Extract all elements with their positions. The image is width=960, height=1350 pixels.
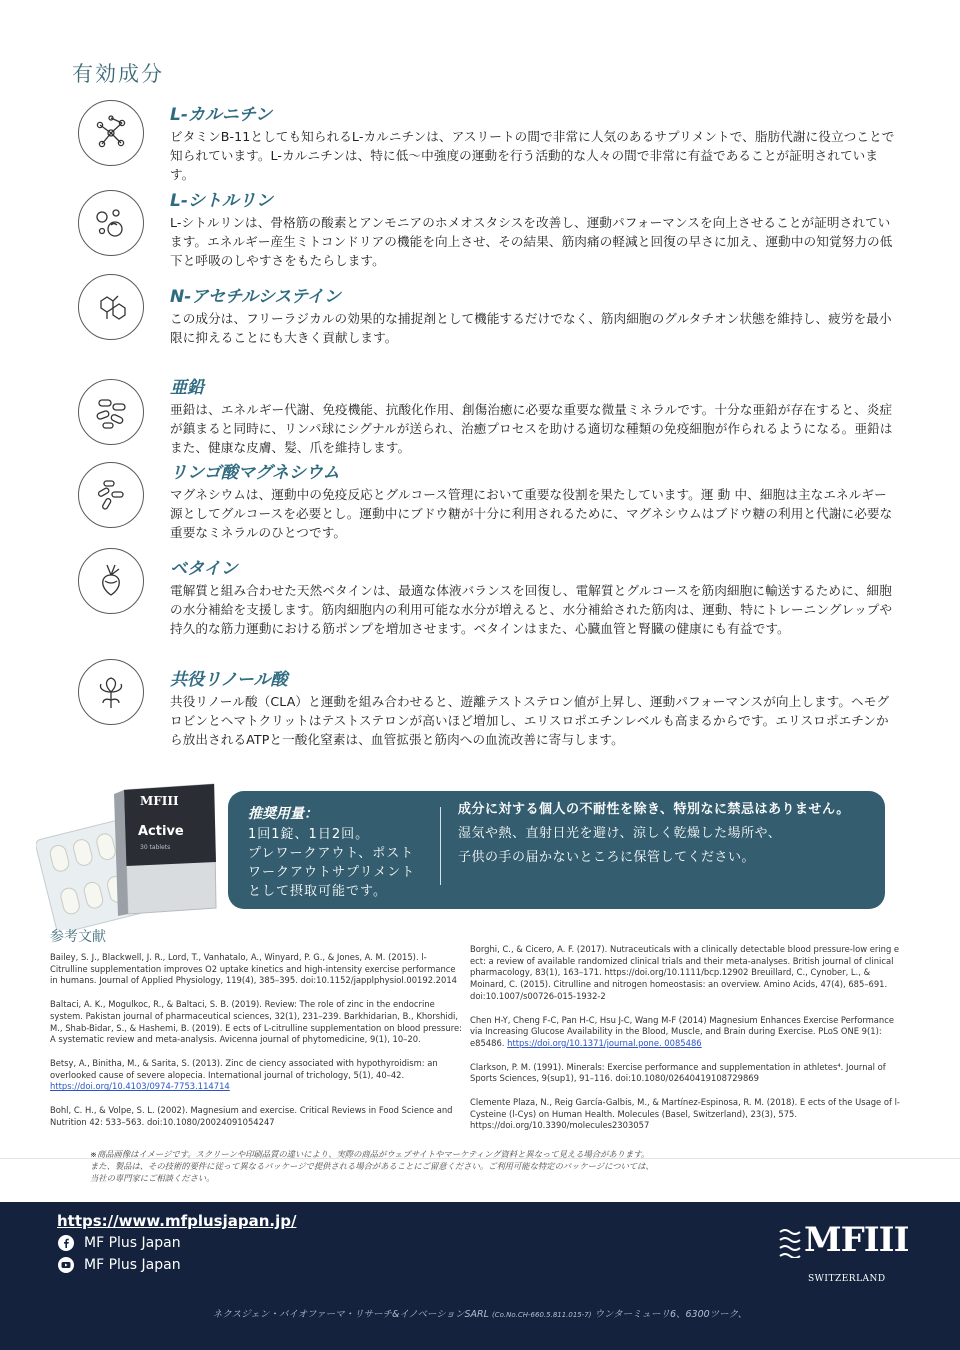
ingredient-name: 共役リノール酸 <box>170 670 288 690</box>
ingredient-description: 電解質と組み合わせた天然ベタインは、最適な体液バランスを回復し、電解質とグルコースを筋肉細胞に輸送するために、細胞の水分補給を支援します。筋肉細胞内の利用可能な水分が増えると、水分補給された筋肉は、運動、特にトレーニングレップや持久的な筋力運動における筋ポンプを増加させます。ベタインはまた、心臓血管と腎臓の健康にも有益です。 <box>170 583 893 636</box>
ingredient-item <box>78 186 898 282</box>
ingredient-item <box>78 100 898 186</box>
ingredient-item <box>78 554 898 665</box>
notice-line: 当社の専門家にご相談ください。 <box>90 1173 215 1183</box>
product-brand: MFIII <box>140 794 179 808</box>
dosage-line: プレワークアウト、ポスト <box>248 846 415 861</box>
section-title: 有効成分 <box>72 62 164 86</box>
capsules-icon <box>78 379 144 445</box>
reference-item: Betsy, A., Binitha, M., & Sarita, S. (2013). Zinc de ciency associated with hypothyroidism: an overlooked cause of severe alopecia. International journal of trichology, 5(1), 40–42. https://doi.org/10.4103/0974-7753.114714 <box>50 1057 438 1092</box>
facebook-icon <box>58 1235 74 1251</box>
image-notice <box>90 1148 870 1184</box>
dosage-divider <box>440 807 441 885</box>
reference-item: Clemente Plaza, N., Reig García-Galbis, M., & Martínez-Espinosa, R. M. (2018). E ects of the Usage of l-Cysteine (l-Cys) on Human Health. Molecules (Basel, Switzerland), 23(3), 575. https://doi.org/10.3390/molecules2303057 <box>470 1097 900 1131</box>
ingredient-description: ビタミンB-11としても知られるL-カルニチンは、アスリートの間で非常に人気のあるサプリメントで、脂肪代謝に役立つことで知られています。L-カルニチンは、特に低～中強度の運動を行う活動的な人々の間で非常に有益であることが証明されています。 <box>170 129 895 182</box>
facebook-link[interactable] <box>58 1235 181 1251</box>
reference-item: Bohl, C. H., & Volpe, S. L. (2002). Magnesium and exercise. Critical Reviews in Food Science and Nutrition 42: 533–563. doi:10.1080/20024091054247 <box>50 1105 453 1127</box>
reference-item: Baltaci, A. K., Mogulkoc, R., & Baltaci, S. B. (2019). Review: The role of zinc in the endocrine system. Pakistan journal of pharmaceutical sciences, 32(1), 231–239. Barkhidarian, B., Khorshidi, M., Shab-Bidar, S., & Hashemi, B. (2019). E ects of L-citrulline supplementation on blood pressure: A systematic review and meta-analysis. Avicenna journal of phytomedicine, 9(1), 10–20. <box>50 999 462 1045</box>
reference-item: Clarkson, P. M. (1991). Minerals: Exercise performance and supplementation in athletes⁴. Journal of Sports Sciences, 9(sup1), 91–116. doi:10.1080/02640419108729869 <box>470 1061 886 1084</box>
dosage-line: ワークアウトサプリメント <box>248 865 416 880</box>
youtube-link[interactable] <box>58 1257 181 1273</box>
reference-link[interactable]: https://doi.org/10.4103/0974-7753.114714 <box>50 1081 230 1092</box>
brand-logo <box>778 1220 918 1290</box>
company-name: ネクスジェン・バイオファーマ・リサーチ&イノベーションSARL <box>212 1309 489 1320</box>
ingredient-item <box>78 665 898 755</box>
company-number: (Co.No.CH-660.5.811.015-7) <box>492 1311 592 1319</box>
dosage-block <box>248 803 438 901</box>
ingredient-item <box>78 282 898 373</box>
references-right-column <box>470 944 902 1144</box>
ingredient-name: リンゴ酸マグネシウム <box>170 463 340 483</box>
beet-icon <box>78 548 144 614</box>
ingredient-item <box>78 458 898 554</box>
molecule-network-icon <box>78 100 144 166</box>
product-image <box>36 780 236 930</box>
waves-icon <box>778 1226 802 1258</box>
references-left-column <box>50 952 462 1140</box>
notice-line: ※商品画像はイメージです。スクリーンや印刷品質の違いにより、実際の商品がウェブサイトやマーケティング資料と異なって見える場合があります。 <box>90 1149 650 1159</box>
product-subline: 30 tablets <box>140 844 171 851</box>
brand-logo-text: MFIII <box>804 1220 909 1260</box>
youtube-icon <box>58 1257 74 1273</box>
ingredient-description: マグネシウムは、運動中の免疫反応とグルコース管理において重要な役割を果たしています。運 動 中、細胞は主なエネルギー源としてグルコースを必要とし。運動中にブドウ糖が十分に利用されるために、マグネシウムはブドウ糖の利用と代謝に必要な重要なミネラルのひとつです。 <box>170 487 893 540</box>
ingredient-description: L-シトルリンは、骨格筋の酸素とアンモニアのホメオスタシスを改善し、運動パフォーマンスを向上させることが証明されています。エネルギー産生ミトコンドリアの機能を向上させ、その結果、筋肉痛の軽減と回復の早さに加え、運動中の知覚努力の低下と呼吸のしやすさをもたらします。 <box>170 215 893 268</box>
reference-item: Bailey, S. J., Blackwell, J. R., Lord, T., Vanhatalo, A., Winyard, P. G., & Jones, A. M. (2015). l-Citrulline supplementation improves O2 uptake kinetics and high-intensity exercise performance in humans. Journal of Applied Physiology, 119(4), 385–395. doi:10.1152/japplphysiol.00192.2014 <box>50 952 458 986</box>
ingredient-name: 亜鉛 <box>170 378 204 398</box>
ingredient-name: N-アセチルシステイン <box>170 287 341 307</box>
dosage-text <box>248 825 438 901</box>
ingredient-name: L-カルニチン <box>170 105 273 125</box>
ingredient-description: 亜鉛は、エネルギー代謝、免疫機能、抗酸化作用、創傷治癒に必要な重要な微量ミネラルです。十分な亜鉛が存在すると、炎症が鎮まると同時に、リンパ球にシグナルが送られ、治癒プロセスを助ける適切な種類の免疫細胞が作られるようになる。亜鉛はまた、健康な皮膚、髪、爪を維持します。 <box>170 402 893 455</box>
facebook-label: MF Plus Japan <box>84 1235 181 1251</box>
reference-item: Borghi, C., & Cicero, A. F. (2017). Nutraceuticals with a clinically detectable blood pressure-low ering e ect: a review of available randomized clinical trials and their meta-analyses. British journal of clinical pharmacology, 83(1), 163–171. https://doi.org/10.1111/bcp.12902 Breuillard, C., Cynober, L., & Moinard, C. (2015). Citrulline and nitrogen homeostasis: an overview. Amino Acids, 47(4), 685–691. doi:10.1007/s00726-015-1932-2 <box>470 944 900 1001</box>
dosage-heading: 推奨用量： <box>248 806 318 822</box>
ingredient-name: ベタイン <box>170 559 238 579</box>
reference-link[interactable]: https://doi.org/10.1371/journal.pone. 0085486 <box>507 1037 702 1048</box>
website-link[interactable]: https://www.mfplusjapan.jp/ <box>57 1212 297 1230</box>
caution-line: 成分に対する個人の不耐性を除き、特別なに禁忌はありません。 <box>458 802 850 817</box>
pills-icon <box>78 462 144 528</box>
youtube-label: MF Plus Japan <box>84 1257 181 1273</box>
brand-subtitle: SWITZERLAND <box>808 1274 886 1284</box>
caution-block <box>458 801 878 873</box>
footer <box>0 1202 960 1350</box>
company-location: ウンターミューリ6、6300ツーク、 <box>594 1309 748 1320</box>
ingredient-list <box>78 100 898 755</box>
dosage-line: として摂取可能です。 <box>248 884 387 899</box>
reference-item: Chen H-Y, Cheng F-C, Pan H-C, Hsu J-C, Wang M-F (2014) Magnesium Enhances Exercise Performance via Increasing Glucose Availability in the Blood, Muscle, and Brain during Exercise. PLoS ONE 9(1): e85486. https://doi.org/10.1371/journal.pone. 0085486 <box>470 1014 894 1048</box>
dosage-line: 1回1錠、1日2回。 <box>248 827 370 842</box>
caution-line: 子供の手の届かないところに保管してください。 <box>458 850 756 865</box>
ingredient-description: 共役リノール酸（CLA）と運動を組み合わせると、遊離テストステロン値が上昇し、運動パフォーマンスが向上します。ヘモグロビンとヘマトクリットはテストステロンが高いほど増加し、エリスロポエチンレベルも高まるからです。エリスロポエチンから放出されるATPと一酸化窒素は、血管拡張と筋肉への血流改善に寄与します。 <box>170 694 890 747</box>
ingredient-item <box>78 373 898 458</box>
company-address <box>0 1306 960 1320</box>
ingredient-description: この成分は、フリーラジカルの効果的な捕捉剤として機能するだけでなく、筋肉細胞のグルタチオン状態を維持し、疲労を最小限に抑えることにも大きく貢献します。 <box>170 311 892 345</box>
safflower-icon <box>78 659 144 725</box>
ingredient-name: L-シトルリン <box>170 191 273 211</box>
references-title: 参考文献 <box>50 929 106 945</box>
product-name: Active <box>138 824 184 839</box>
hexagon-molecule-icon <box>78 274 144 340</box>
notice-line: また、製品は、その技術的要件に従って異なるパッケージで提供される場合があることにご留意ください。ご利用可能な特定のパッケージについては、 <box>90 1161 654 1171</box>
bubbles-icon <box>78 190 144 256</box>
caution-line: 湿気や熱、直射日光を避け、涼しく乾燥した場所や、 <box>458 826 782 841</box>
dosage-panel <box>228 791 885 909</box>
